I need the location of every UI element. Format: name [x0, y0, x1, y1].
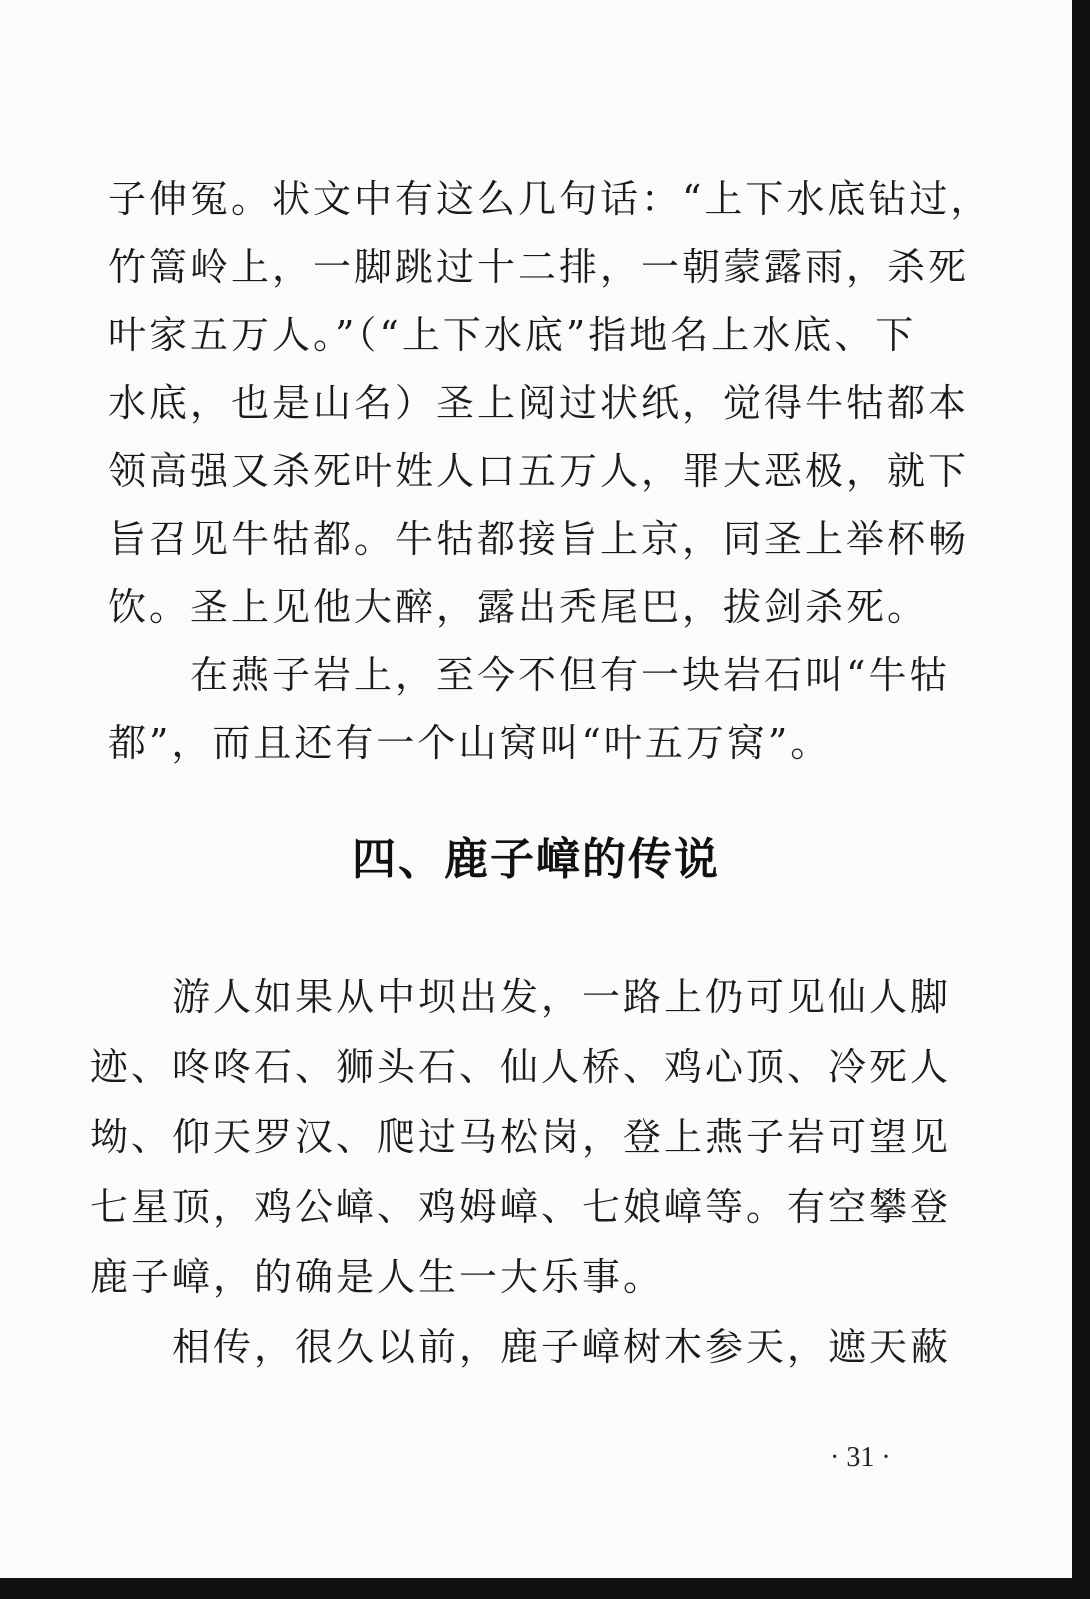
- text-line: 叶家五万人。”（“上下水底”指地名上水底、下: [108, 313, 917, 357]
- text-line: 领高强又杀死叶姓人口五万人，罪大恶极，就下: [108, 449, 970, 493]
- text-line: 迹、咚咚石、狮头石、仙人桥、鸡心顶、冷死人: [90, 1045, 952, 1089]
- page-number: · 31 ·: [830, 1442, 891, 1473]
- text-line: 竹篙岭上，一脚跳过十二排，一朝蒙露雨，杀死: [108, 245, 970, 289]
- scan-edge-right: [1072, 0, 1090, 1599]
- section-heading: 四、鹿子嶂的传说: [352, 834, 720, 885]
- text-line: 在燕子岩上，至今不但有一块岩石叫“牛牯: [108, 653, 951, 697]
- scan-edge-bottom: [0, 1578, 1090, 1599]
- text-line: 子伸冤。状文中有这么几句话：“上下水底钻过，: [108, 177, 992, 221]
- text-line: 七星顶，鸡公嶂、鸡姆嶂、七娘嶂等。有空攀登: [90, 1185, 952, 1229]
- text-line: 游人如果从中坝出发，一路上仍可见仙人脚: [90, 975, 952, 1019]
- text-line: 鹿子嶂，的确是人生一大乐事。: [90, 1255, 665, 1299]
- text-line: 旨召见牛牯都。牛牯都接旨上京，同圣上举杯畅: [108, 517, 970, 561]
- text-line: 饮。圣上见他大醉，露出秃尾巴，拔剑杀死。: [108, 585, 929, 629]
- text-line: 相传，很久以前，鹿子嶂树木参天，遮天蔽: [90, 1325, 952, 1369]
- text-line: 坳、仰天罗汉、爬过马松岗，登上燕子岩可望见: [90, 1115, 952, 1159]
- text-line: 都”，而且还有一个山窝叫“叶五万窝”。: [108, 721, 832, 765]
- text-line: 水底，也是山名）圣上阅过状纸，觉得牛牯都本: [108, 381, 970, 425]
